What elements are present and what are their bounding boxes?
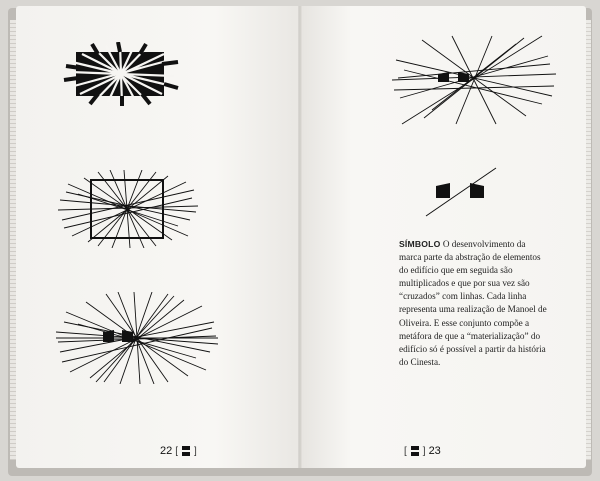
symbol-mark-graphic xyxy=(424,164,500,218)
folio-mark-icon xyxy=(181,446,191,456)
left-folio xyxy=(160,445,197,457)
book-gutter xyxy=(298,6,302,468)
scatter-lines-graphic xyxy=(56,292,218,384)
left-bracket-close: ] xyxy=(194,445,197,457)
right-page-edges xyxy=(586,20,591,460)
right-bracket-close: ] xyxy=(422,445,426,457)
caption-keyword: SÍMBOLO xyxy=(399,239,441,249)
right-folio xyxy=(404,445,441,457)
caption-body: O desenvolvimento da marca parte da abstração de elementos do edifício que em seguida são multiplicados e que por sua vez são “cruzados” com linhas. Cada linha representa uma realização de Manoel de Oliveira. E esse conjunto compõe a metáfora de que a “materialização” do edifício só é possível a partir da história do Cinesta. xyxy=(399,239,547,367)
left-bracket-open: [ xyxy=(175,445,179,457)
symbol-caption xyxy=(399,238,547,369)
right-page-number: 23 xyxy=(428,445,441,457)
right-bracket-open: [ xyxy=(404,445,407,457)
top-right-lines-graphic xyxy=(392,34,556,126)
square-lines-graphic xyxy=(58,170,198,248)
dense-pattern-graphic xyxy=(62,42,180,106)
left-page-number: 22 xyxy=(160,445,173,457)
folio-mark-icon xyxy=(410,446,420,456)
